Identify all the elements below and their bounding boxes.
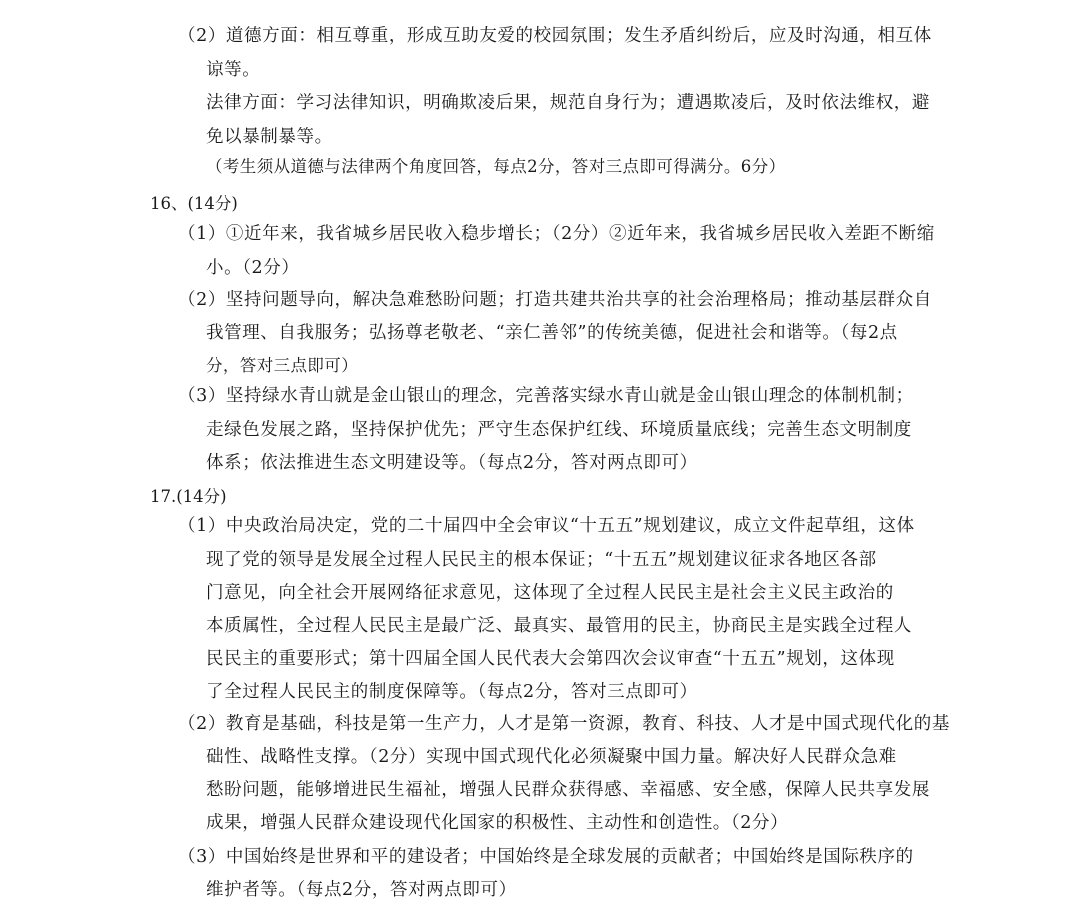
q17-2-line-3: 愁盼问题，能够增进民生福祉，增强人民群众获得感、幸福感、安全感，保障人民共享发展 [206, 780, 930, 800]
q15-2-moral-line-2: 谅等。 [206, 60, 261, 80]
q16-3-line-1: （3）坚持绿水青山就是金山银山的理念，完善落实绿水青山就是金山银山理念的体制机制； [178, 386, 914, 406]
q17-1-line-1: （1）中央政治局决定，党的二十届四中全会审议“十五五”规划建议，成立文件起草组，这体 [178, 516, 915, 536]
q17-1-line-3: 门意见，向全社会开展网络征求意见，这体现了全过程人民民主是社会主义民主政治的 [206, 583, 894, 603]
q17-3-line-2: 维护者等。（每点2分，答对两点即可） [206, 880, 517, 900]
q16-2-line-2: 我管理、自我服务；弘扬尊老敬老、“亲仁善邻”的传统美德，促进社会和谐等。（每2点 [206, 323, 898, 343]
question-17-heading: 17.(14分) [150, 487, 227, 506]
q17-2-line-2: 础性、战略性支撑。（2分）实现中国式现代化必须凝聚中国力量。解决好人民群众急难 [206, 747, 897, 767]
q17-2-line-1: （2）教育是基础，科技是第一生产力，人才是第一资源，教育、科技、人才是中国式现代化的基 [178, 714, 950, 734]
q15-2-law-line-1: 法律方面：学习法律知识，明确欺凌后果，规范自身行为；遭遇欺凌后，及时依法维权，避 [206, 93, 930, 113]
q15-2-moral-line-1: （2）道德方面：相互尊重，形成互助友爱的校园氛围；发生矛盾纠纷后，应及时沟通，相互体 [178, 26, 932, 46]
q16-1-line-1: （1）①近年来，我省城乡居民收入稳步增长；（2分）②近年来，我省城乡居民收入差距不断缩 [178, 224, 935, 244]
q17-3-line-1: （3）中国始终是世界和平的建设者；中国始终是全球发展的贡献者；中国始终是国际秩序的 [178, 847, 914, 867]
q16-1-line-2: 小。（2分） [206, 258, 300, 278]
q17-2-line-4: 成果，增强人民群众建设现代化国家的积极性、主动性和创造性。（2分） [206, 813, 789, 833]
q17-1-line-4: 本质属性，全过程人民民主是最广泛、最真实、最管用的民主，协商民主是实践全过程人 [206, 616, 912, 636]
q17-1-line-5: 民民主的重要形式；第十四届全国人民代表大会第四次会议审查“十五五”规划，这体现 [206, 649, 895, 669]
question-16-heading: 16、(14分) [150, 194, 238, 213]
q17-1-line-2: 现了党的领导是发展全过程人民民主的根本保证；“十五五”规划建议征求各地区各部 [206, 550, 877, 570]
q16-3-line-3: 体系；依法推进生态文明建设等。（每点2分，答对两点即可） [206, 453, 698, 473]
q15-2-scoring-note: （考生须从道德与法律两个角度回答，每点2分，答对三点即可得满分。6分） [206, 157, 786, 176]
q16-2-line-3: 分，答对三点即可） [206, 356, 359, 375]
q15-2-law-line-2: 免以暴制暴等。 [206, 127, 333, 147]
q17-1-line-6: 了全过程人民民主的制度保障等。（每点2分，答对三点即可） [206, 682, 698, 702]
q16-2-line-1: （2）坚持问题导向，解决急难愁盼问题；打造共建共治共享的社会治理格局；推动基层群众自 [178, 290, 932, 310]
q16-3-line-2: 走绿色发展之路，坚持保护优先；严守生态保护红线、环境质量底线；完善生态文明制度 [206, 420, 912, 440]
